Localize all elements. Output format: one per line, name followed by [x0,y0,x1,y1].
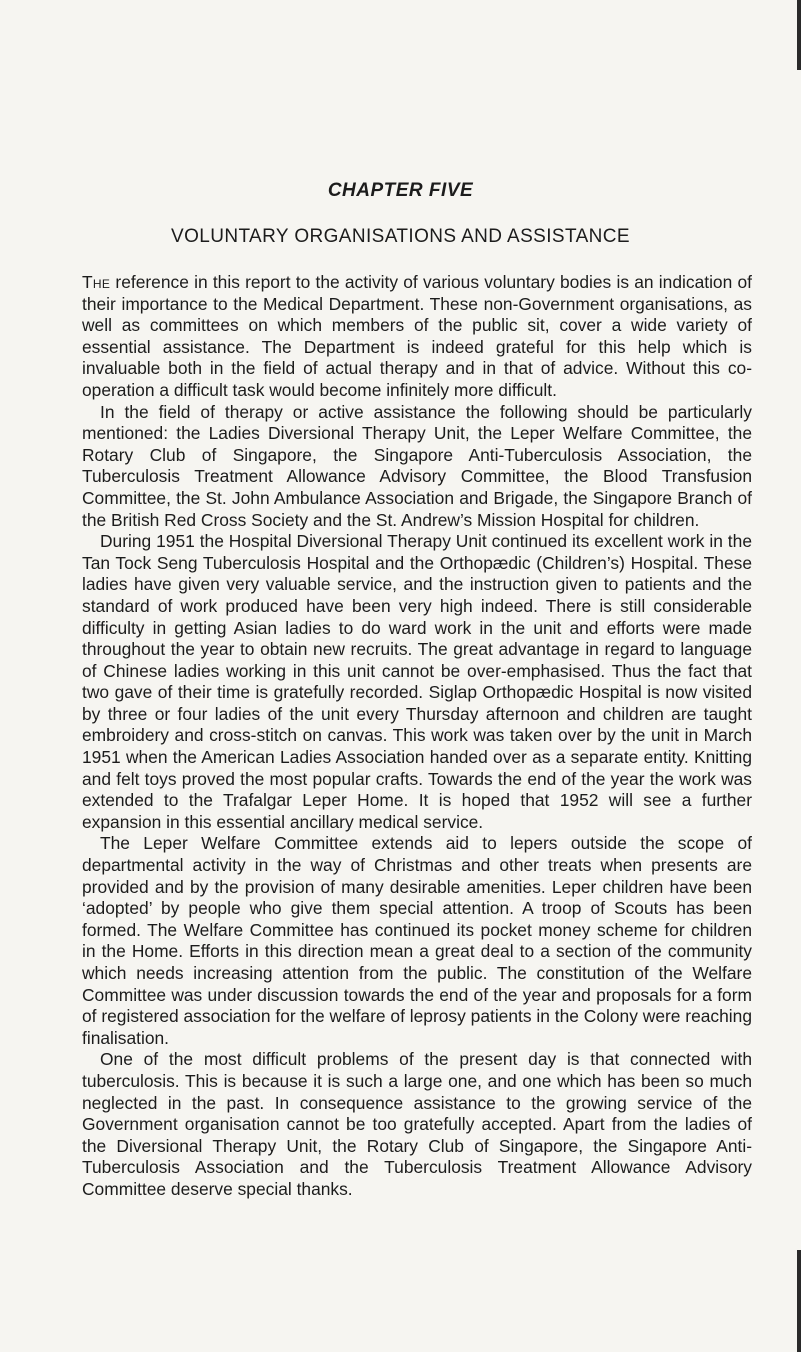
paragraph-1 [82,272,752,402]
scan-edge-mark-bottom [797,1250,801,1352]
paragraph-3: During 1951 the Hospital Diversional Therapy Unit continued its excellent work in the Tan Tock Seng Tuberculosis Hospital and the Orthopædic (Children’s) Hospital. These ladies have given very valuable service, and the instruction given to patients and the standard of work produced have been very high indeed. There is still considerable difficulty in getting Asian ladies to do ward work in the unit and efforts were made throughout the year to obtain new recruits. The great advantage in regard to language of Chinese ladies working in this unit cannot be over-emphasised. Thus the fact that two gave of their time is gratefully recorded. Siglap Orthopædic Hospital is now visited by three or four ladies of the unit every Thursday afternoon and children are taught embroidery and cross-stitch on canvas. This work was taken over by the unit in March 1951 when the American Ladies Association handed over as a separate entity. Knitting and felt toys proved the most popular crafts. Towards the end of the year the work was extended to the Trafalgar Leper Home. It is hoped that 1952 will see a further expansion in this essential ancillary medical service. [82,531,752,832]
paragraph-2: In the field of therapy or active assistance the following should be particularly mentioned: the Ladies Diversional Therapy Unit, the Leper Welfare Committee, the Rotary Club of Singapore, the Singapore Anti-Tuberculosis Association, the Tuberculosis Treatment Allowance Advisory Committee, the Blood Transfusion Committee, the St. John Ambulance Association and Brigade, the Singapore Branch of the British Red Cross Society and the St. Andrew’s Mission Hospital for children. [82,401,752,530]
chapter-label: CHAPTER FIVE [327,180,474,201]
paragraph-lead-word: The [82,272,111,292]
paragraph-4: The Leper Welfare Committee extends aid to lepers outside the scope of departmental activity in the way of Christmas and other treats when presents are provided and by the provision of many desirable amenities. Leper children have been ‘adopted’ by people who give them special attention. A troop of Scouts has been formed. The Welfare Committee has continued its pocket money scheme for children in the Home. Efforts in this direction mean a great deal to a section of the community which needs increasing attention from the public. The constitution of the Welfare Committee was under discussion towards the end of the year and proposals for a form of registered association for the welfare of leprosy patients in the Colony were reaching finalisation. [82,833,752,1048]
body-text [82,272,752,1201]
paragraph-1-text: reference in this report to the activity of various voluntary bodies is an indication of their importance to the Medical Department. These non-Government organisations, as well as committees on which members of the public sit, cover a wide variety of essential assistance. The Department is indeed grateful for this help which is invaluable both in the field of actual therapy and in that of advice. Without this co-operation a difficult task would become infinitely more difficult. [82,272,752,400]
chapter-title: VOLUNTARY ORGANISATIONS AND ASSISTANCE [171,226,630,247]
scan-edge-mark-top [797,0,801,70]
paragraph-5: One of the most difficult problems of the present day is that connected with tuberculosis. This is because it is such a large one, and one which has been so much neglected in the past. In consequence assistance to the growing service of the Government organisation cannot be too gratefully accepted. Apart from the ladies of the Diversional Therapy Unit, the Rotary Club of Singapore, the Singapore Anti-Tuberculosis Association and the Tuberculosis Treatment Allowance Advisory Committee deserve special thanks. [82,1049,752,1199]
